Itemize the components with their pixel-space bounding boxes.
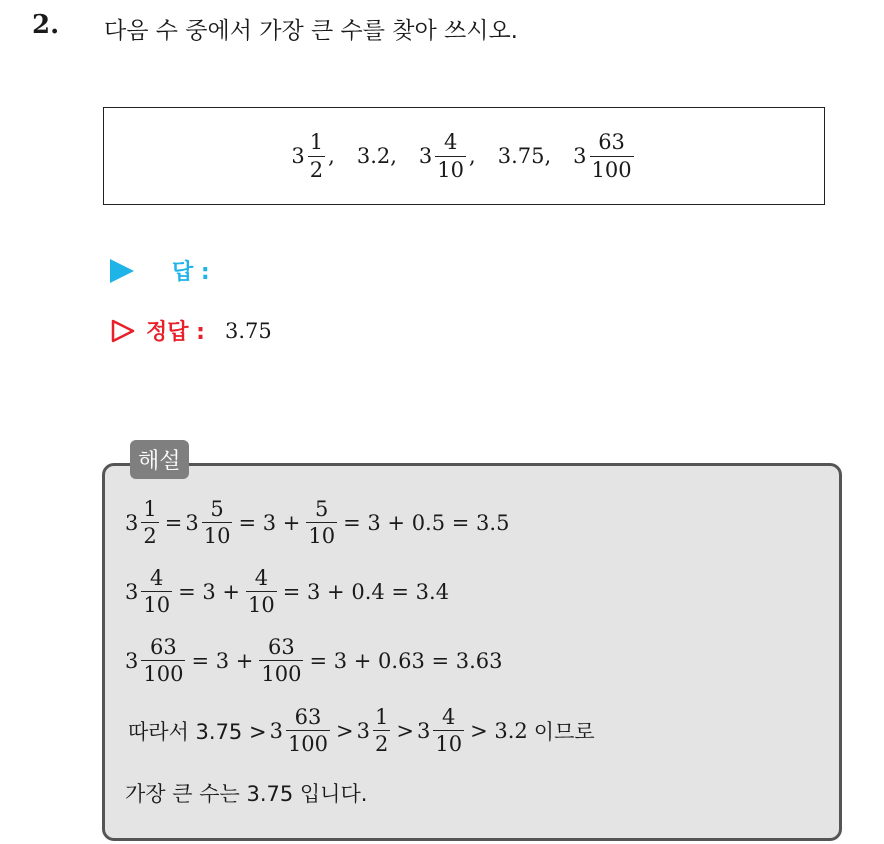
denominator: 2 [309, 157, 324, 182]
whole-part: 3 [573, 144, 587, 168]
numerator: 63 [268, 635, 295, 659]
choice-mixed-fraction [291, 131, 334, 180]
fraction [259, 636, 303, 685]
separator: , [469, 144, 476, 168]
separator: , [328, 144, 335, 168]
fraction [306, 498, 337, 547]
fraction [286, 706, 330, 755]
fraction [141, 636, 185, 685]
equation-text: 따라서 3.75 > [128, 719, 267, 744]
whole-part: 3 [356, 718, 371, 743]
numerator: 1 [309, 130, 324, 155]
denominator: 2 [143, 524, 157, 549]
denominator: 100 [287, 732, 329, 757]
choice-decimal: 3.2, [356, 144, 397, 168]
correct-answer-row [110, 315, 272, 346]
denominator: 2 [375, 732, 389, 757]
answer-row [110, 255, 210, 286]
fraction [373, 706, 390, 755]
outline-triangle-icon [110, 318, 136, 344]
equation-text: = 3 + [191, 648, 254, 673]
equation-text: > 3.2 [470, 718, 528, 743]
fraction [590, 131, 634, 180]
numerator: 63 [294, 705, 322, 729]
numerator: 5 [210, 497, 224, 521]
play-triangle-icon [110, 259, 134, 283]
equation-text: = 3 + 0.63 = 3.63 [309, 648, 503, 673]
explanation-line-5 [125, 778, 367, 808]
equation-text: > [396, 718, 414, 743]
question-number: 2. [32, 10, 60, 40]
numerator: 4 [150, 566, 164, 590]
whole-part: 3 [185, 510, 199, 535]
answer-label: 답 : [172, 260, 210, 285]
fraction [141, 567, 172, 616]
equation-text: = 3 + 0.4 = 3.4 [282, 579, 450, 604]
equation-text: = [164, 510, 183, 535]
equation-text: = 3 + [178, 579, 241, 604]
denominator: 10 [308, 524, 336, 549]
numerator: 1 [375, 705, 389, 729]
explanation-line-2 [125, 567, 452, 616]
whole-part: 3 [417, 718, 431, 743]
choice-mixed-fraction [419, 131, 476, 180]
numerator: 1 [143, 497, 157, 521]
correct-answer-label: 정답 : [146, 320, 205, 345]
denominator: 10 [143, 593, 171, 618]
numerator: 4 [254, 566, 269, 590]
fraction [202, 498, 233, 547]
choice-mixed-fraction [573, 131, 636, 180]
choice-decimal: 3.75, [497, 144, 552, 168]
correct-answer-value: 3.75 [224, 318, 272, 343]
choices-box [103, 107, 825, 205]
equation-text: = 3 + [238, 510, 301, 535]
numerator: 63 [598, 130, 625, 155]
numerator: 4 [443, 130, 458, 155]
fraction [433, 706, 464, 755]
denominator: 10 [248, 593, 275, 618]
denominator: 10 [437, 157, 465, 182]
explanation-line-1 [125, 498, 512, 547]
denominator: 10 [435, 732, 463, 757]
fraction [246, 567, 277, 616]
denominator: 10 [203, 524, 231, 549]
numerator: 63 [150, 635, 177, 659]
whole-part: 3 [418, 144, 433, 168]
fraction [308, 131, 325, 180]
numerator: 4 [442, 705, 456, 729]
whole-part: 3 [125, 510, 139, 535]
whole-part: 3 [125, 579, 139, 604]
explanation-line-3 [125, 636, 506, 685]
denominator: 100 [143, 662, 184, 687]
explanation-box [102, 463, 842, 841]
explanation-line-4 [125, 706, 598, 755]
denominator: 100 [591, 157, 632, 182]
fraction [141, 498, 158, 547]
equation-text: 이므로 [533, 719, 595, 744]
whole-part: 3 [269, 718, 283, 743]
denominator: 100 [261, 662, 302, 687]
whole-part: 3 [291, 144, 305, 168]
conclusion-text: 가장 큰 수는 3.75 입니다. [125, 782, 368, 806]
fraction [435, 131, 466, 180]
explanation-tab: 해설 [130, 440, 189, 479]
question-text: 다음 수 중에서 가장 큰 수를 찾아 쓰시오. [104, 18, 518, 44]
whole-part: 3 [125, 648, 139, 673]
equation-text: = 3 + 0.5 = 3.5 [343, 510, 510, 535]
equation-text: > [336, 718, 354, 743]
numerator: 5 [315, 497, 329, 521]
